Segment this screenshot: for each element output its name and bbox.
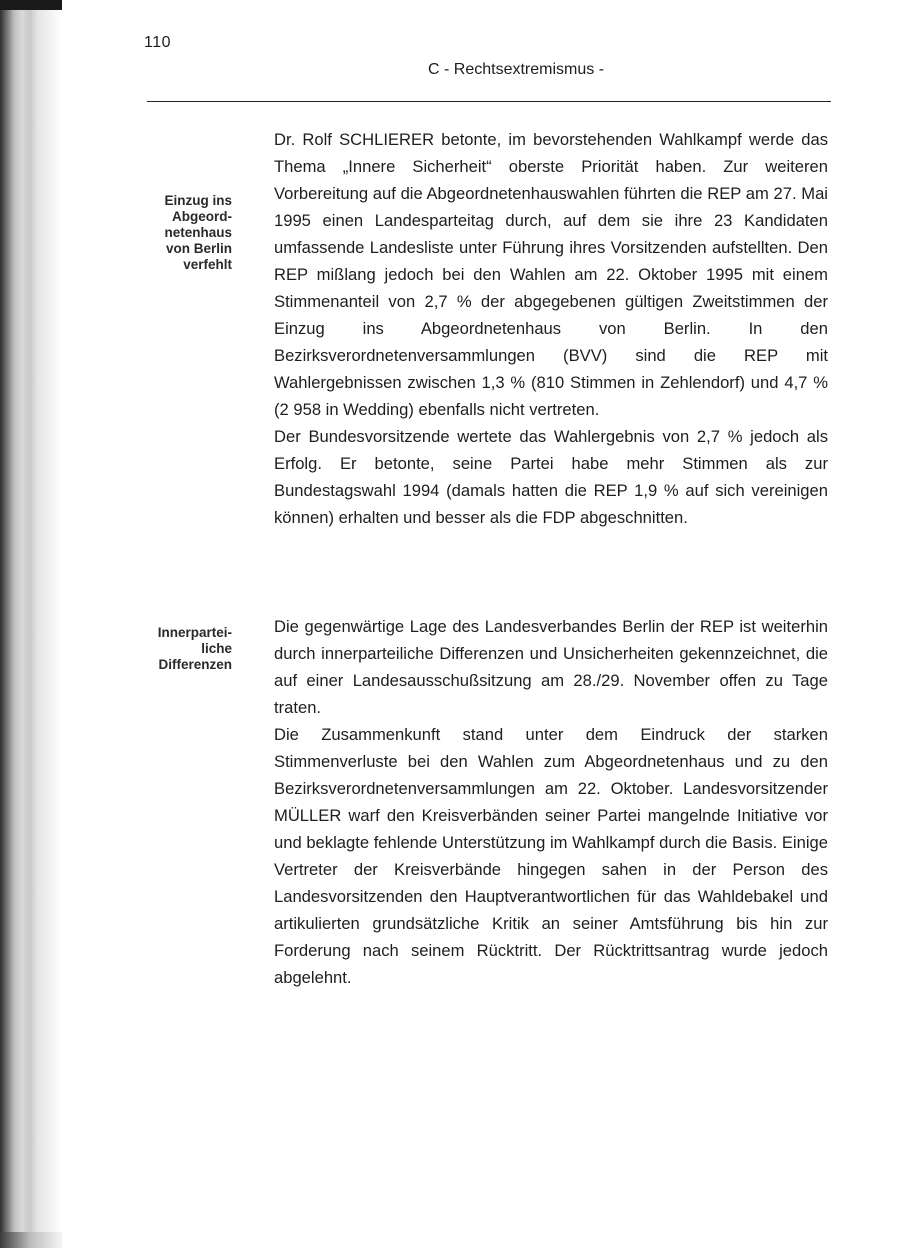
page-binding-edge: [0, 0, 62, 1248]
page-binding-edge-bottom: [0, 1232, 62, 1248]
page-binding-shadow: [0, 0, 62, 10]
running-header: C - Rechtsextremismus -: [428, 61, 605, 78]
section-differenzen-text: [274, 613, 828, 991]
margin-note-line: netenhaus: [164, 225, 232, 240]
paragraph: Die Zusammenkunft stand unter dem Eindruck der starken Stimmenverluste bei den Wahlen zum Abgeordnetenhaus und zu den Bezirksverordnetenversammlungen am 22. Oktober. Landesvorsitzender MÜLLER warf den Kreisverbänden seiner Partei mangelnde Initiative vor und beklagte fehlende Unterstützung im Wahlkampf durch die Basis. Einige Vertreter der Kreisverbände hingegen sahen in der Person des Landesvorsitzenden den Hauptverantwortlichen für das Wahldebakel und artikulierten grundsätzliche Kritik an seiner Amtsführung bis hin zur Forderung nach seinem Rücktritt. Der Rücktrittsantrag wurde jedoch abgelehnt.: [274, 725, 828, 987]
header-divider: [147, 101, 831, 102]
page-number: 110: [144, 34, 172, 51]
margin-note-line: Einzug ins: [164, 193, 232, 208]
margin-note-line: Differenzen: [158, 657, 232, 672]
margin-note-line: verfehlt: [183, 257, 232, 272]
paragraph: Dr. Rolf SCHLIERER betonte, im bevorstehenden Wahlkampf werde das Thema „Innere Sicherheit“ oberste Priorität haben. Zur weiteren Vorbereitung auf die Abgeordnetenhauswahlen führten die REP am 27. Mai 1995 einen Landesparteitag durch, auf dem sie ihre 23 Kandidaten umfassende Landesliste unter Führung ihres Vorsitzenden aufstellten. Den REP mißlang jedoch bei den Wahlen am 22. Oktober 1995 mit einem Stimmenanteil von 2,7 % der abgegebenen gültigen Zweitstimmen der Einzug ins Abgeordnetenhaus von Berlin. In den Bezirksverordnetenversammlungen (BVV) sind die REP mit Wahlergebnissen zwischen 1,3 % (810 Stimmen in Zehlendorf) und 4,7 % (2 958 in Wedding) ebenfalls nicht vertreten.: [274, 130, 828, 419]
paragraph: Die gegenwärtige Lage des Landesverbandes Berlin der REP ist weiterhin durch innerparteiliche Differenzen und Unsicherheiten gekennzeichnet, die auf einer Landesausschußsitzung am 28./29. November offen zu Tage traten.: [274, 617, 828, 717]
margin-note-line: von Berlin: [165, 241, 232, 256]
margin-note-differenzen: [132, 625, 232, 673]
section-wahlen-text: [274, 126, 828, 531]
paragraph: Der Bundesvorsitzende wertete das Wahlergebnis von 2,7 % jedoch als Erfolg. Er betonte, seine Partei habe mehr Stimmen als zur Bundestagswahl 1994 (damals hatten die REP 1,9 % auf sich vereinigen können) erhalten und besser als die FDP abgeschnitten.: [274, 427, 828, 527]
margin-note-einzug: [132, 193, 232, 273]
margin-note-line: Abgeord-: [172, 209, 232, 224]
margin-note-line: liche: [201, 641, 232, 656]
margin-note-line: Innerpartei-: [157, 625, 232, 640]
